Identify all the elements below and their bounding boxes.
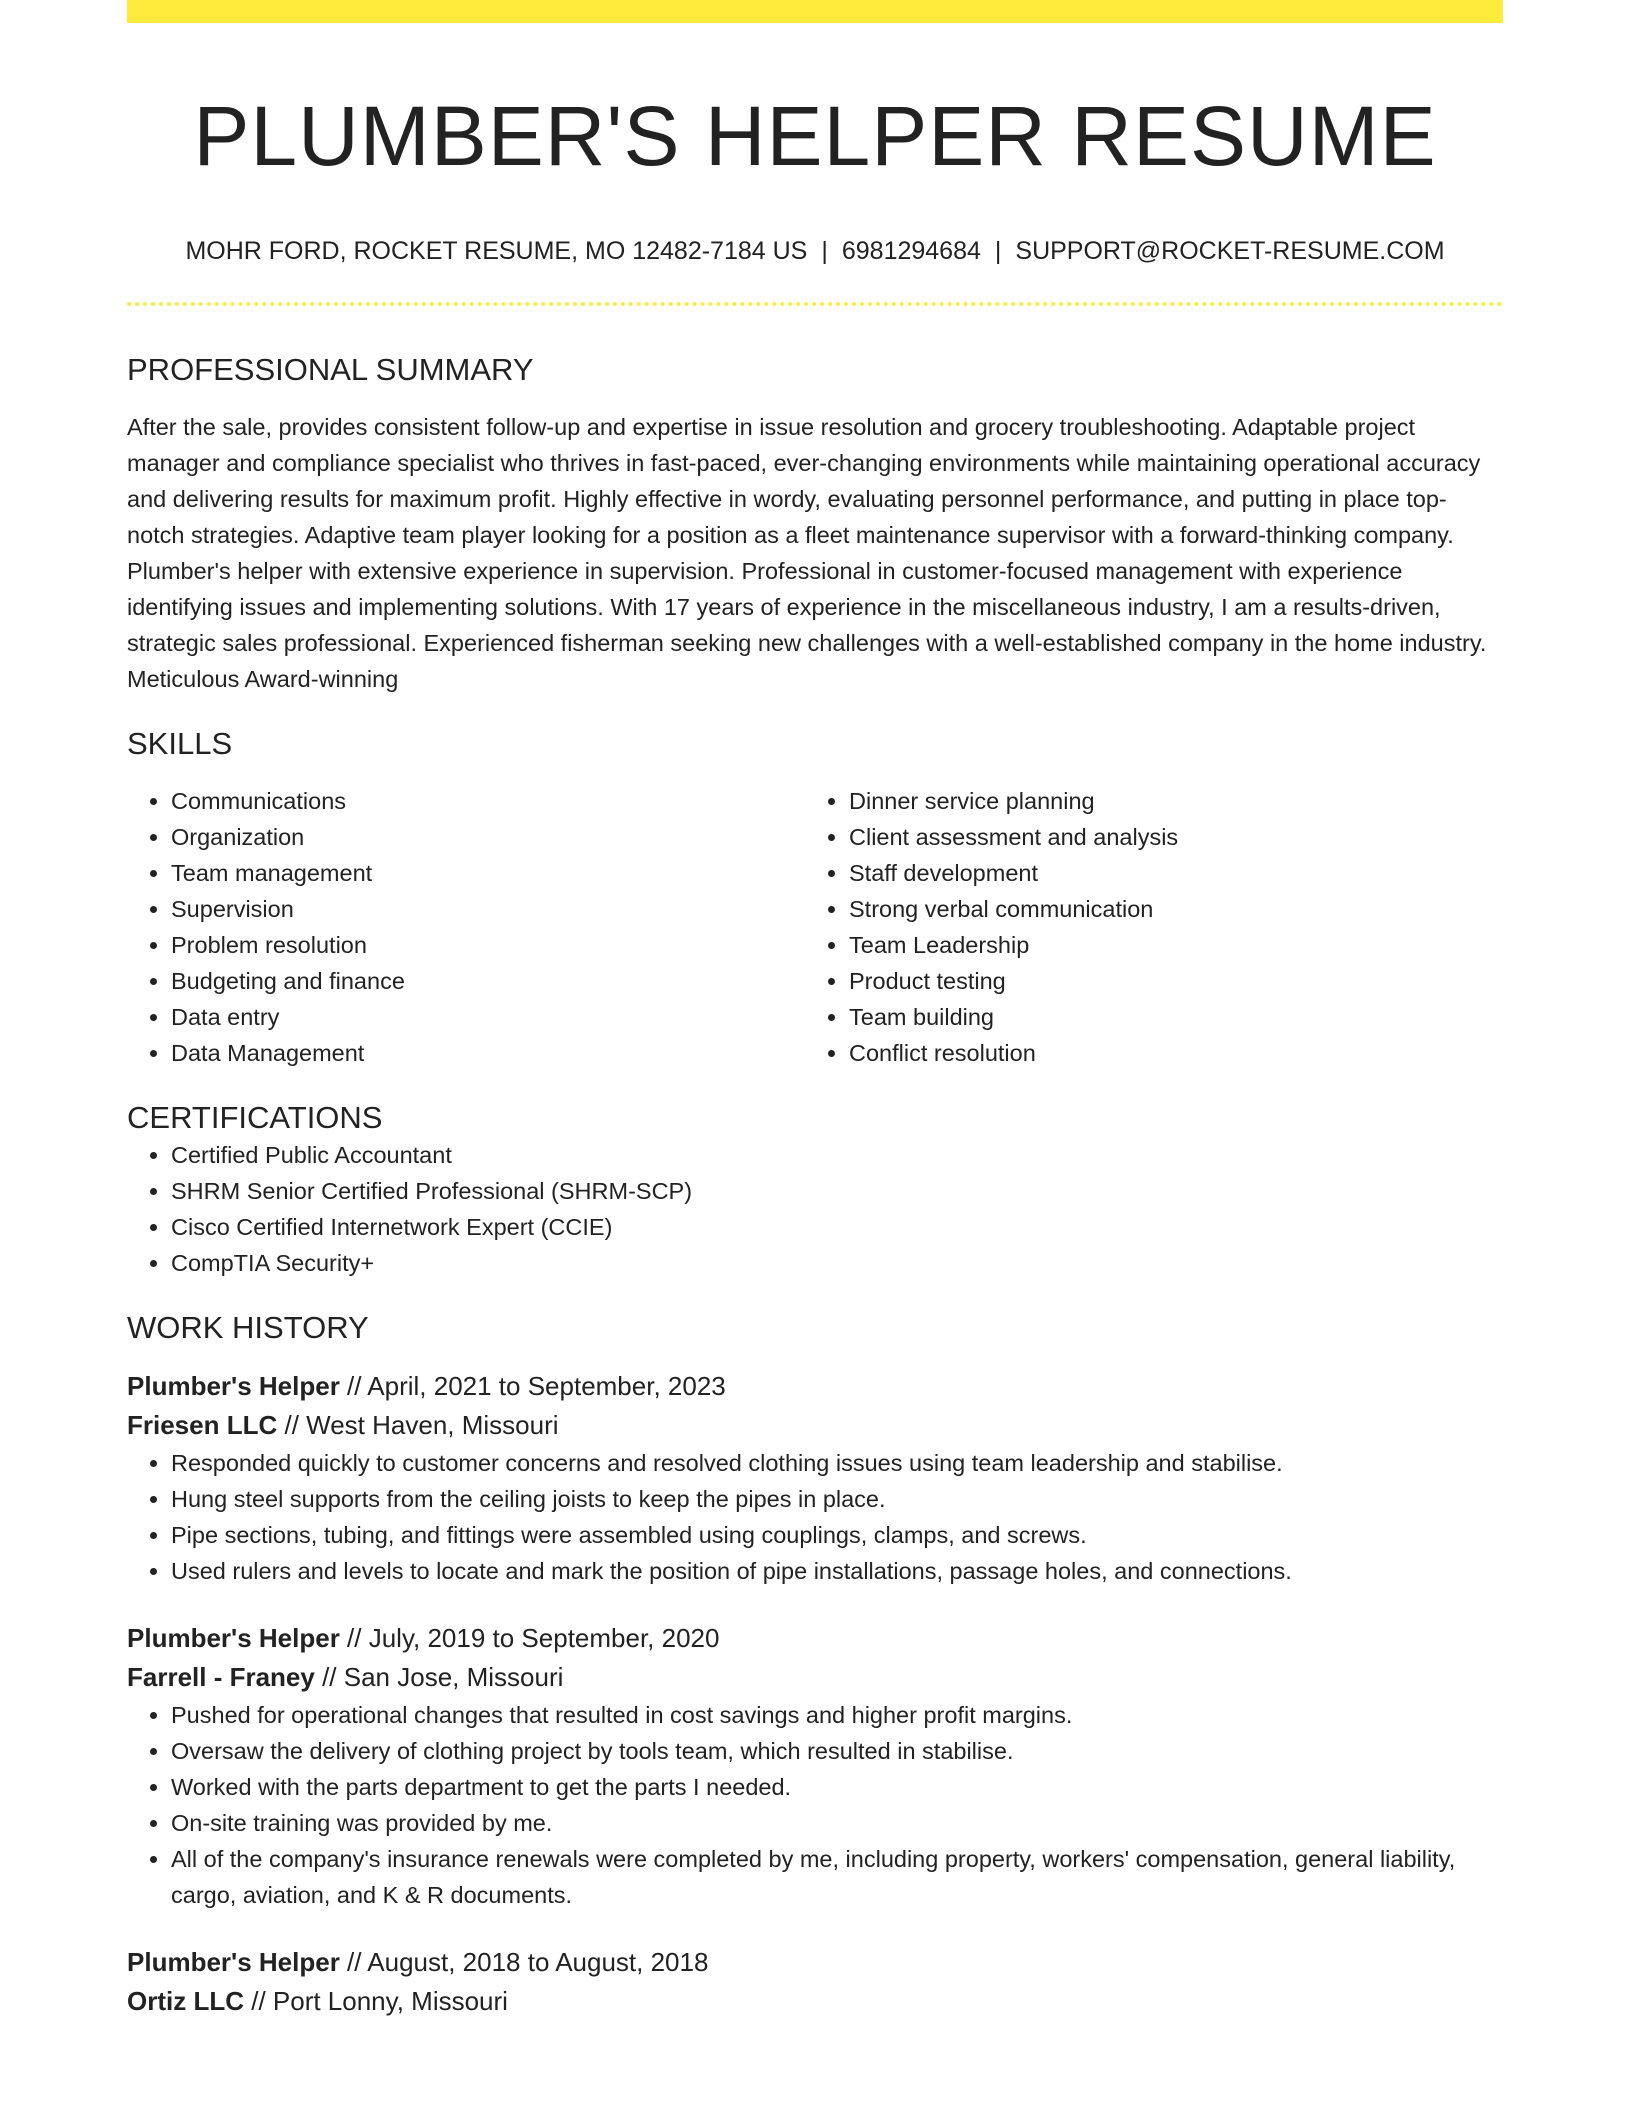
job-dates: // April, 2021 to September, 2023 (339, 1371, 726, 1401)
skill-item: • Conflict resolution (849, 1035, 1483, 1071)
job-entry (127, 1367, 1503, 1589)
job-duty: • On-site training was provided by me. (171, 1805, 1503, 1841)
contact-email: SUPPORT@ROCKET-RESUME.COM (1015, 237, 1445, 265)
resume-page (127, 0, 1503, 2021)
skill-item: • Team management (171, 855, 805, 891)
certifications-heading: CERTIFICATIONS (127, 1100, 383, 1135)
certification-item: • Cisco Certified Internetwork Expert (CCIE) (171, 1209, 1503, 1245)
contact-separator: | (821, 237, 828, 265)
job-title-line (127, 1943, 1503, 1982)
job-duty: • Worked with the parts department to get the parts I needed. (171, 1769, 1503, 1805)
job-duty: • Oversaw the delivery of clothing project by tools team, which resulted in stabilise. (171, 1733, 1503, 1769)
header-divider (127, 302, 1503, 306)
certification-item: • CompTIA Security+ (171, 1245, 1503, 1281)
job-duty: • Pushed for operational changes that resulted in cost savings and higher profit margins. (171, 1697, 1503, 1733)
skills-list-left (127, 783, 805, 1071)
contact-phone: 6981294684 (841, 237, 981, 265)
job-company: Friesen LLC (127, 1410, 278, 1440)
skill-item: • Dinner service planning (849, 783, 1483, 819)
contact-address: MOHR FORD, ROCKET RESUME, MO 12482-7184 US (185, 237, 808, 265)
skill-item: • Problem resolution (171, 927, 805, 963)
job-company: Farrell - Franey (127, 1662, 315, 1692)
certification-item: • SHRM Senior Certified Professional (SHRM-SCP) (171, 1173, 1503, 1209)
job-entry (127, 1943, 1503, 2021)
skill-item: • Strong verbal communication (849, 891, 1483, 927)
job-location: // San Jose, Missouri (314, 1662, 564, 1692)
job-entry (127, 1619, 1503, 1913)
job-title-line (127, 1367, 1503, 1406)
job-company-line (127, 1406, 1503, 1445)
job-location: // Port Lonny, Missouri (244, 1986, 508, 2016)
skill-item: • Product testing (849, 963, 1483, 999)
skill-item: • Client assessment and analysis (849, 819, 1483, 855)
skill-item: • Data entry (171, 999, 805, 1035)
certifications-list (127, 1137, 1503, 1281)
skill-item: • Supervision (171, 891, 805, 927)
summary-text: After the sale, provides consistent follow-up and expertise in issue resolution and grocery troubleshooting. Adaptable project manager and compliance specialist who thrives in fast-paced, ever-changing environments while maintaining operational accuracy and delivering results for maximum profit. Highly effective in wordy, evaluating personnel performance, and putting in place top-notch strategies. Adaptive team player looking for a position as a fleet maintenance supervisor with a forward-thinking company. Plumber's helper with extensive experience in supervision. Professional in customer-focused management with experience identifying issues and implementing solutions. With 17 years of experience in the miscellaneous industry, I am a results-driven, strategic sales professional. Experienced fisherman seeking new challenges with a well-established company in the home industry. Meticulous Award-winning (127, 414, 1487, 692)
job-company-line (127, 1658, 1503, 1697)
skills-heading: SKILLS (127, 726, 233, 761)
skills-list-right (805, 783, 1483, 1071)
skill-item: • Staff development (849, 855, 1483, 891)
job-duties-list (127, 1697, 1503, 1913)
top-accent-bar (127, 0, 1503, 23)
summary-heading: PROFESSIONAL SUMMARY (127, 352, 534, 387)
skills-column-right (805, 783, 1483, 1071)
job-dates: // July, 2019 to September, 2020 (339, 1623, 720, 1653)
skill-item: • Communications (171, 783, 805, 819)
resume-title: PLUMBER'S HELPER RESUME (193, 89, 1437, 183)
job-title: Plumber's Helper (127, 1623, 340, 1653)
skills-grid (127, 783, 1503, 1071)
job-dates: // August, 2018 to August, 2018 (339, 1947, 709, 1977)
work-history-heading: WORK HISTORY (127, 1310, 369, 1345)
skills-column-left (127, 783, 805, 1071)
job-duties-list (127, 1445, 1503, 1589)
job-title: Plumber's Helper (127, 1947, 340, 1977)
certification-item: • Certified Public Accountant (171, 1137, 1503, 1173)
job-duty: • Hung steel supports from the ceiling joists to keep the pipes in place. (171, 1481, 1503, 1517)
skill-item: • Organization (171, 819, 805, 855)
job-duty: • Used rulers and levels to locate and mark the position of pipe installations, passage holes, and connections. (171, 1553, 1503, 1589)
contact-line (127, 236, 1503, 266)
skill-item: • Budgeting and finance (171, 963, 805, 999)
skill-item: • Team building (849, 999, 1483, 1035)
job-title-line (127, 1619, 1503, 1658)
skill-item: • Data Management (171, 1035, 805, 1071)
job-location: // West Haven, Missouri (277, 1410, 559, 1440)
job-company: Ortiz LLC (127, 1986, 244, 2016)
job-title: Plumber's Helper (127, 1371, 340, 1401)
job-duty: • Pipe sections, tubing, and fittings were assembled using couplings, clamps, and screws. (171, 1517, 1503, 1553)
job-company-line (127, 1982, 1503, 2021)
job-duty: • Responded quickly to customer concerns and resolved clothing issues using team leadership and stabilise. (171, 1445, 1503, 1481)
skill-item: • Team Leadership (849, 927, 1483, 963)
contact-separator: | (994, 237, 1002, 265)
job-duty: • All of the company's insurance renewals were completed by me, including property, workers' compensation, general liability, cargo, aviation, and K & R documents. (171, 1841, 1503, 1913)
